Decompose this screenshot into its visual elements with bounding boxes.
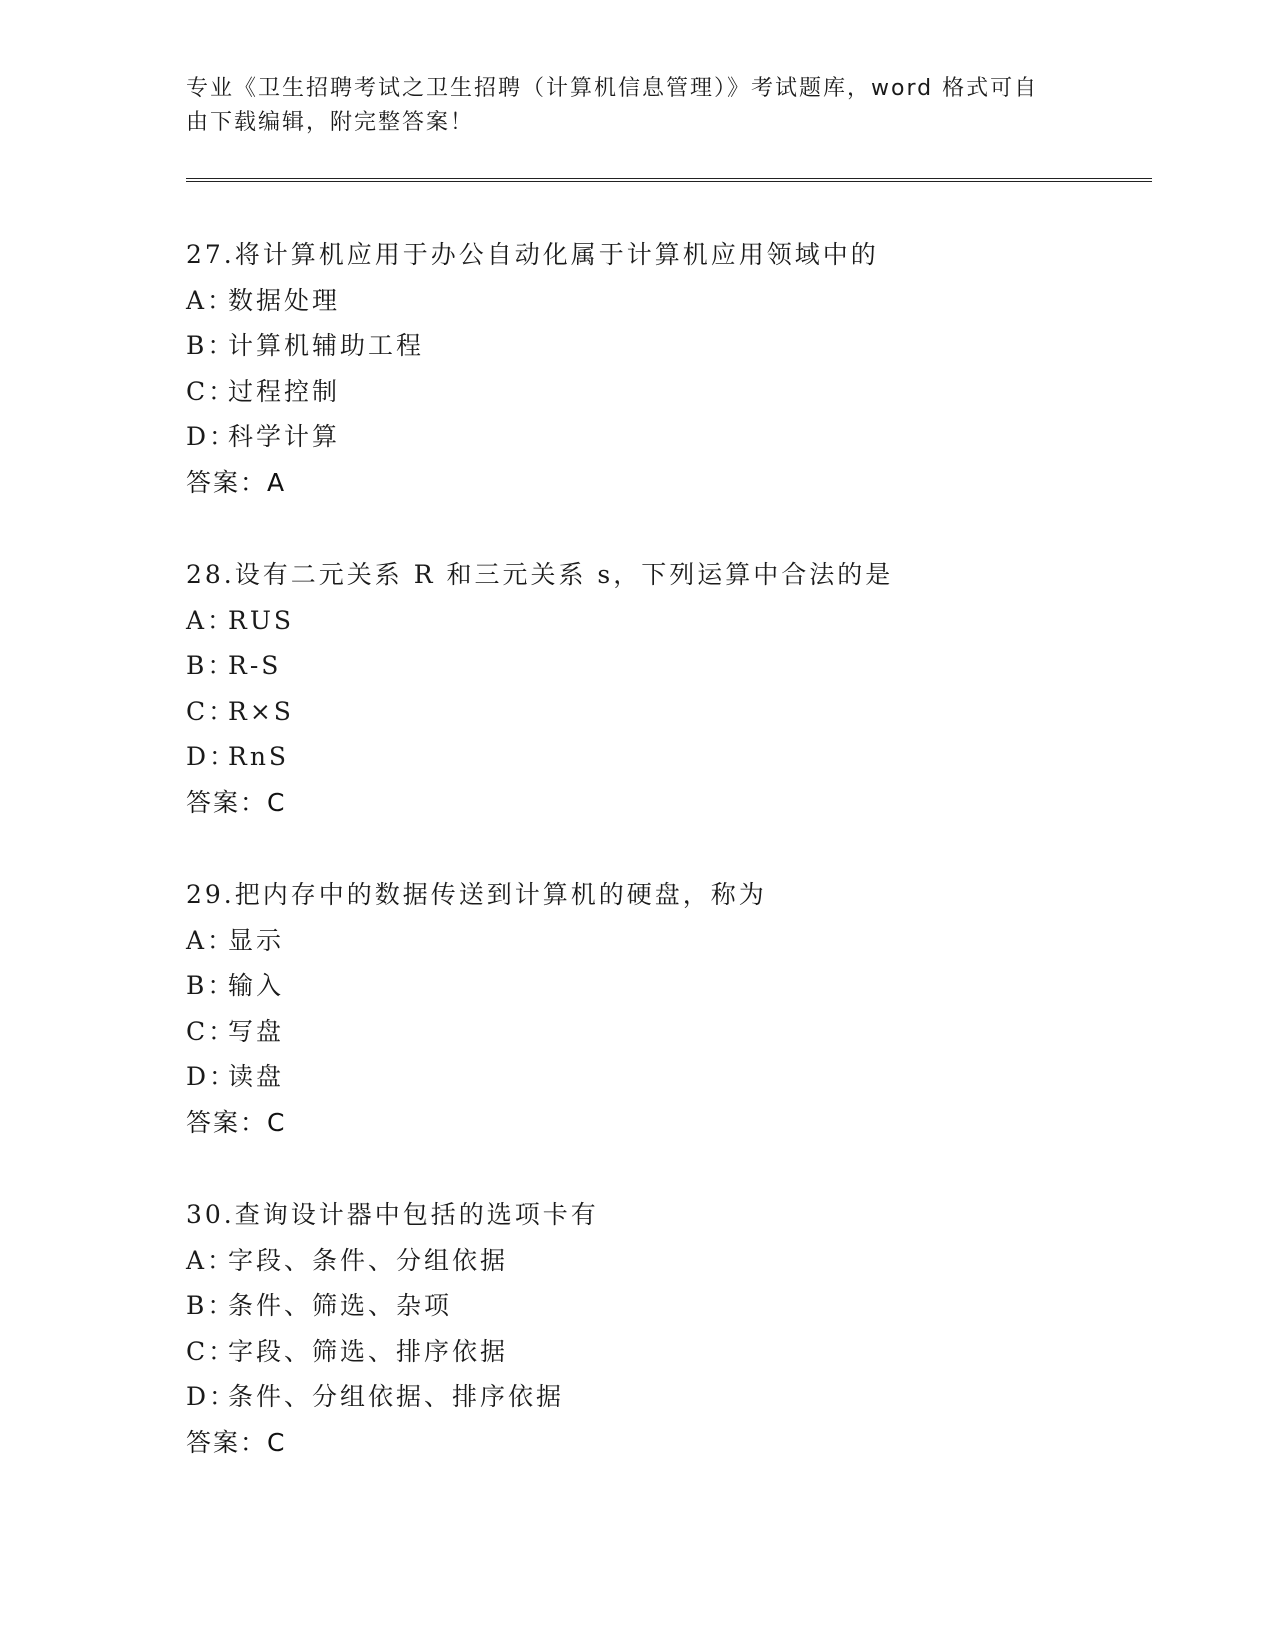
question-stem: 28.设有二元关系 R 和三元关系 s，下列运算中合法的是 <box>186 560 894 589</box>
option-letter: B： <box>186 331 236 360</box>
option-a <box>186 598 1166 644</box>
option-text: 数据处理 <box>228 285 341 315</box>
option-text: 读盘 <box>228 1062 285 1091</box>
option-letter: A： <box>186 285 236 315</box>
question-29 <box>186 872 1166 1145</box>
answer-line: 答案：C <box>186 787 287 817</box>
answer-line: 答案：C <box>186 1107 287 1137</box>
option-d <box>186 734 1166 780</box>
question-27 <box>186 232 1166 505</box>
option-text: 计算机辅助工程 <box>228 331 425 360</box>
option-b <box>186 963 1166 1009</box>
option-d <box>186 1374 1166 1420</box>
option-text: 字段、条件、分组依据 <box>228 1245 509 1275</box>
option-text: RnS <box>228 742 290 771</box>
option-b <box>186 643 1166 689</box>
option-b <box>186 1283 1166 1329</box>
option-text: 显示 <box>228 925 285 955</box>
option-b <box>186 323 1166 369</box>
option-letter: A： <box>186 1245 236 1275</box>
option-d <box>186 1054 1166 1100</box>
option-text: 条件、分组依据、排序依据 <box>228 1382 565 1411</box>
header-line-2: 由下载编辑，附完整答案！ <box>186 110 475 135</box>
option-letter: C： <box>186 696 237 726</box>
option-letter: D： <box>186 1062 238 1091</box>
option-text: 输入 <box>228 971 285 1000</box>
option-letter: B： <box>186 1291 236 1320</box>
option-text: 字段、筛选、排序依据 <box>228 1336 509 1366</box>
option-text: R×S <box>228 696 294 726</box>
option-letter: C： <box>186 1336 237 1366</box>
option-letter: B： <box>186 651 236 680</box>
question-28 <box>186 552 1166 825</box>
option-c <box>186 1009 1166 1055</box>
option-c <box>186 369 1166 415</box>
option-text: 写盘 <box>228 1016 285 1046</box>
option-letter: D： <box>186 1382 238 1411</box>
option-text: RUS <box>228 605 295 635</box>
option-d <box>186 414 1166 460</box>
option-letter: D： <box>186 422 238 451</box>
question-stem: 30.查询设计器中包括的选项卡有 <box>186 1200 599 1229</box>
option-a <box>186 278 1166 324</box>
option-a <box>186 918 1166 964</box>
header-double-rule <box>186 178 1152 182</box>
option-letter: A： <box>186 925 236 955</box>
question-stem: 27.将计算机应用于办公自动化属于计算机应用领域中的 <box>186 240 879 269</box>
answer-line: 答案：A <box>186 467 287 497</box>
option-letter: B： <box>186 971 236 1000</box>
option-letter: A： <box>186 605 236 635</box>
option-a <box>186 1238 1166 1284</box>
option-text: R-S <box>228 651 282 680</box>
answer-line: 答案：C <box>186 1427 287 1457</box>
option-letter: C： <box>186 1016 237 1046</box>
option-text: 条件、筛选、杂项 <box>228 1291 453 1320</box>
document-header <box>186 72 1066 140</box>
option-text: 过程控制 <box>228 376 341 406</box>
option-letter: D： <box>186 742 238 771</box>
option-c <box>186 1329 1166 1375</box>
option-letter: C： <box>186 376 237 406</box>
question-stem: 29.把内存中的数据传送到计算机的硬盘，称为 <box>186 880 767 909</box>
option-c <box>186 689 1166 735</box>
header-line-1: 专业《卫生招聘考试之卫生招聘（计算机信息管理）》考试题库，word 格式可自 <box>186 76 1039 101</box>
question-30 <box>186 1192 1166 1465</box>
option-text: 科学计算 <box>228 422 341 451</box>
